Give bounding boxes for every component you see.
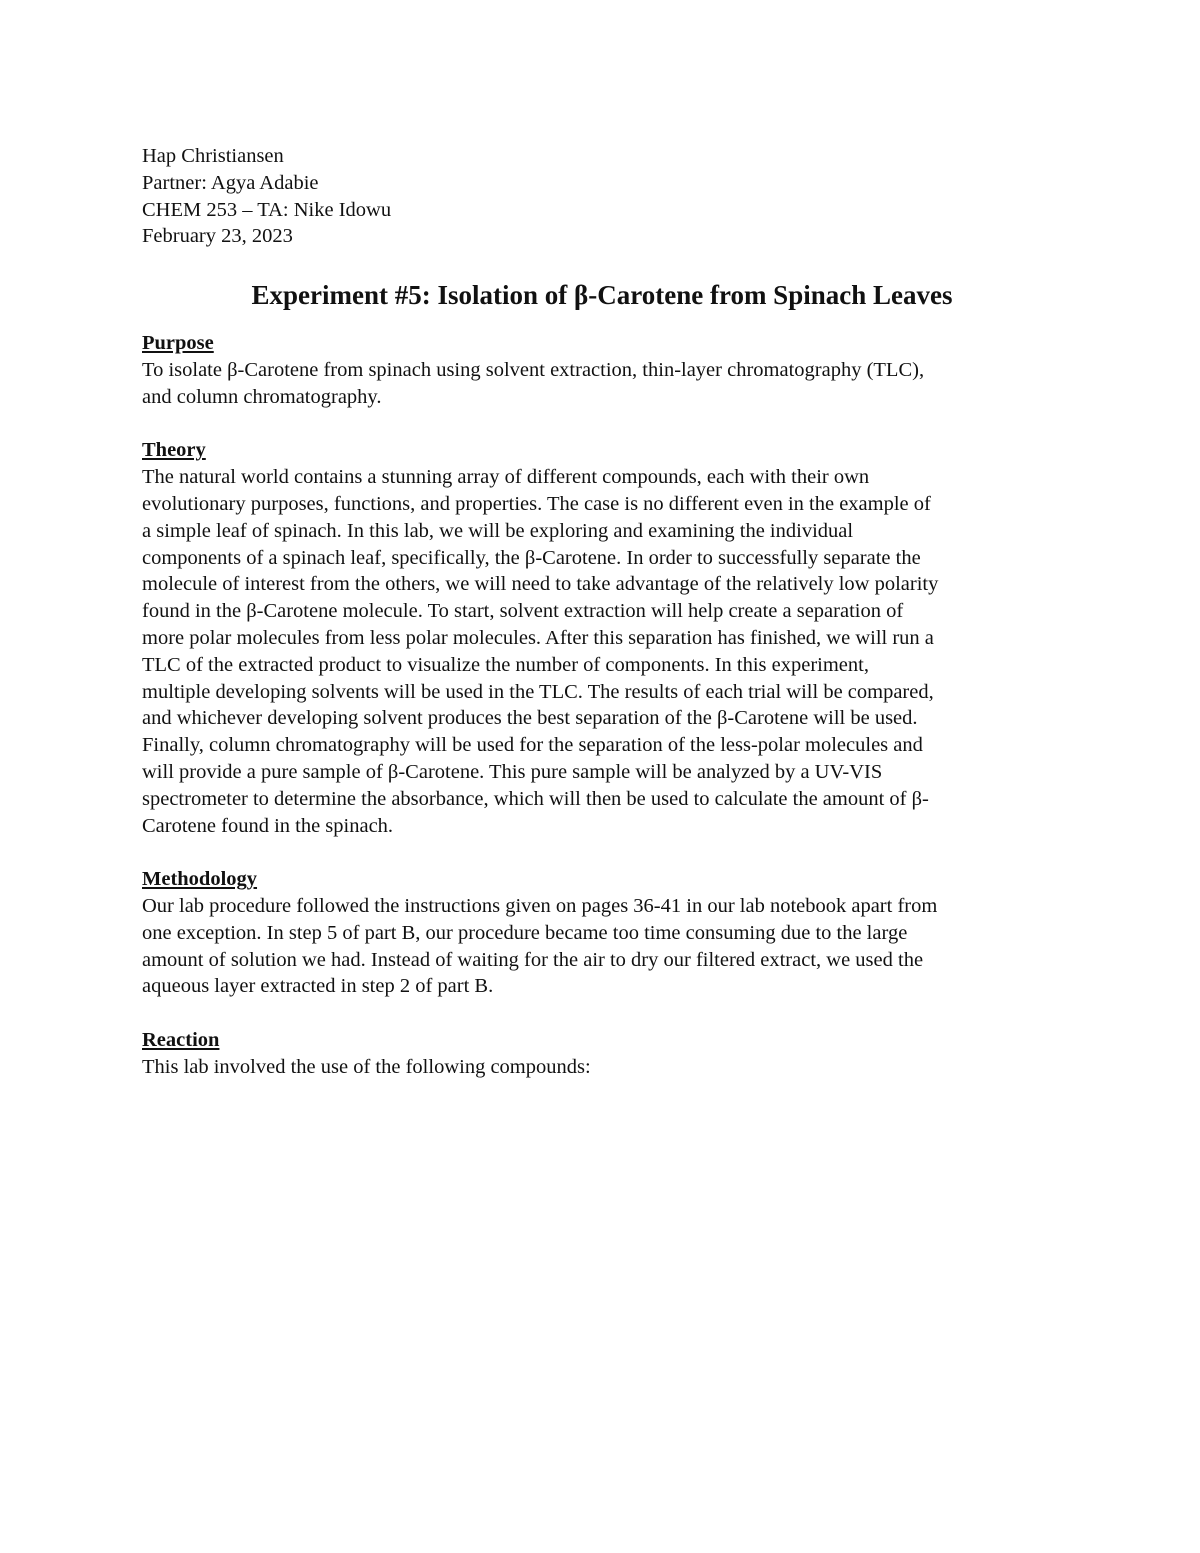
theory-line: Carotene found in the spinach. (142, 814, 394, 837)
purpose-line: To isolate β-Carotene from spinach using solvent extraction, thin-layer chromatography (TLC), (142, 358, 925, 381)
theory-line: a simple leaf of spinach. In this lab, we will be exploring and examining the individual (142, 519, 854, 542)
theory-line: evolutionary purposes, functions, and properties. The case is no different even in the example of (142, 492, 931, 515)
methodology-section (142, 866, 1062, 1000)
theory-line: spectrometer to determine the absorbance, which will then be used to calculate the amount of β- (142, 787, 929, 810)
document-title: Experiment #5: Isolation of β-Carotene from Spinach Leaves (251, 280, 953, 311)
theory-line: molecule of interest from the others, we will need to take advantage of the relatively low polarity (142, 573, 939, 596)
theory-line: multiple developing solvents will be used in the TLC. The results of each trial will be compared, (142, 680, 934, 703)
theory-section (142, 437, 1062, 839)
course-info: CHEM 253 – TA: Nike Idowu (142, 198, 392, 221)
theory-line: TLC of the extracted product to visualize the number of components. In this experiment, (142, 653, 869, 676)
methodology-line: aqueous layer extracted in step 2 of part B. (142, 975, 494, 998)
theory-line: Finally, column chromatography will be used for the separation of the less-polar molecules and (142, 734, 923, 757)
methodology-line: one exception. In step 5 of part B, our procedure became too time consuming due to the large (142, 921, 908, 944)
theory-line: and whichever developing solvent produces the best separation of the β-Carotene will be used. (142, 707, 918, 730)
reaction-section (142, 1027, 1062, 1081)
author-name: Hap Christiansen (142, 145, 284, 167)
report-date: February 23, 2023 (142, 225, 293, 248)
theory-line: more polar molecules from less polar molecules. After this separation has finished, we will run a (142, 626, 934, 649)
theory-line: components of a spinach leaf, specifically, the β-Carotene. In order to successfully separate the (142, 546, 921, 569)
partner-name: Partner: Agya Adabie (142, 171, 319, 194)
document-page (142, 143, 1062, 1107)
reaction-heading: Reaction (142, 1028, 220, 1051)
theory-heading: Theory (142, 439, 206, 462)
methodology-line: amount of solution we had. Instead of waiting for the air to dry our filtered extract, we used the (142, 948, 924, 971)
theory-line: found in the β-Carotene molecule. To start, solvent extraction will help create a separation of (142, 600, 904, 623)
methodology-heading: Methodology (142, 868, 258, 891)
methodology-line: Our lab procedure followed the instructions given on pages 36-41 in our lab notebook apart from (142, 894, 938, 917)
purpose-section (142, 330, 1062, 410)
purpose-heading: Purpose (142, 332, 214, 355)
theory-line: will provide a pure sample of β-Carotene. This pure sample will be analyzed by a UV-VIS (142, 760, 883, 783)
header-block (142, 143, 1062, 250)
reaction-line: This lab involved the use of the following compounds: (142, 1055, 591, 1078)
purpose-line: and column chromatography. (142, 385, 382, 408)
theory-line: The natural world contains a stunning array of different compounds, each with their own (142, 466, 870, 489)
